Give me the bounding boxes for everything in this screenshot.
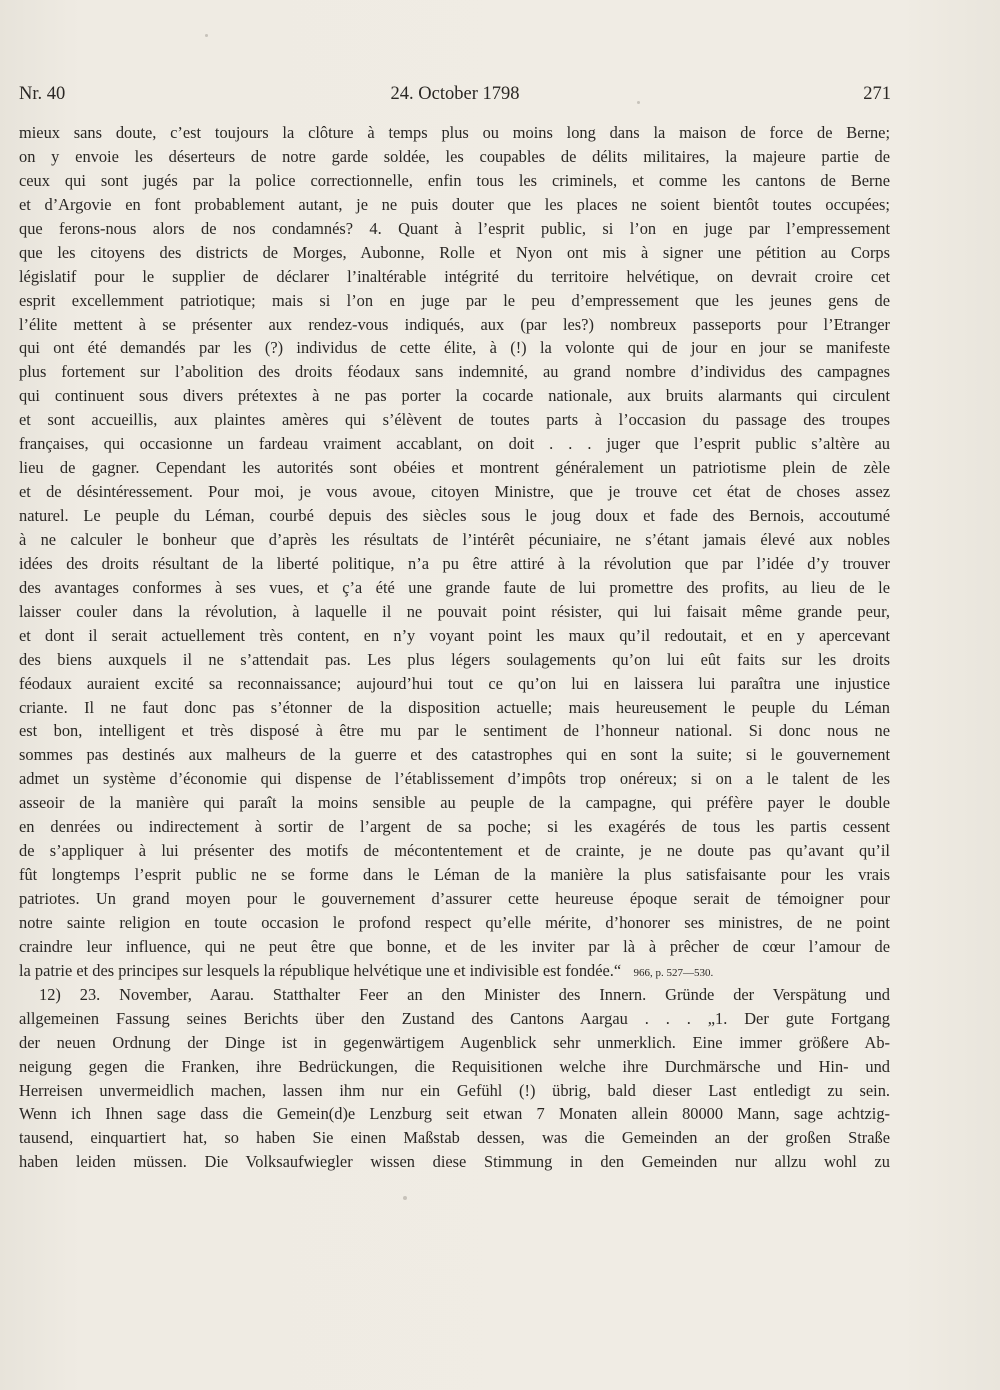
- text-line: Herreisen unvermeidlich machen, lassen ihm nur ein Gefühl (!) übrig, bald dieser Last entledigt zu sein.: [19, 1080, 890, 1100]
- text-line: à ne calculer le bonheur que d’après les résultats de l’intérêt pécuniaire, ne s’étant jamais élevé aux nobles: [19, 529, 890, 549]
- text-line: législatif pour le supplier de déclarer l’inaltérable intégrité du territoire helvétique, on devrait croire cet: [19, 266, 890, 286]
- text-line: et d’Argovie en font probablement autant, je ne puis douter que les places ne soient bientôt toutes occupées;: [19, 194, 890, 214]
- text-line: qui ont été demandés par les (?) individus de cette élite, à (!) la volonte qui de jour en jour se manifeste: [19, 338, 890, 358]
- section-heading-line: 12) 23. November, Aarau. Statthalter Feer an den Minister des Innern. Gründe der Verspätung und: [39, 984, 890, 1004]
- paper-speck: [205, 34, 208, 37]
- paragraph-french-report: [19, 121, 890, 983]
- text-line: que ferons-nous alors de nos condamnés? 4. Quant à l’esprit public, si l’on en juge par l’empressement: [19, 218, 890, 238]
- text-line: craindre leur influence, qui ne peut être que bonne, et de les inviter par là à prêcher de cœur l’amour de: [19, 936, 890, 956]
- text-line: criante. Il ne faut donc pas s’étonner de la disposition actuelle; mais heureusement le peuple du Léman: [19, 697, 890, 717]
- source-reference: 966, p. 527—530.: [633, 966, 714, 979]
- text-line: asseoir de la manière qui paraît la moins sensible au peuple de la campagne, qui préfère payer le double: [19, 793, 890, 813]
- text-line: neigung gegen die Franken, ihre Bedrückungen, die Requisitionen welche ihre Durchmärsche und Hin- und: [19, 1056, 890, 1076]
- text-line: et sont accueillis, aux plaintes amères qui s’élèvent de toutes parts à l’occasion du passage des troupes: [19, 410, 890, 430]
- running-header: [19, 84, 891, 114]
- text-line: haben leiden müssen. Die Volksaufwiegler wissen diese Stimmung in den Gemeinden nur allzu wohl zu: [19, 1152, 890, 1172]
- text-line: lieu de gagner. Cependant les autorités sont obéies et montrent généralement un patriotisme plein de zèle: [19, 458, 890, 478]
- text-line: françaises, qui occasionne un fardeau vraiment accablant, on doit . . . juger que l’esprit public s’altère au: [19, 434, 890, 454]
- text-line: féodaux auraient excité sa reconnaissance; aujourd’hui tout ce qu’on lui en laissera lui paraîtra une injustice: [19, 673, 890, 693]
- header-date: 24. October 1798: [390, 84, 520, 104]
- text-line: idées des droits résultant de la liberté politique, n’a pu être attiré à la révolution que par l’idée d’y trouver: [19, 553, 890, 573]
- text-line: plus fortement sur l’abolition des droits féodaux sans indemnité, au grand nombre d’individus des campagnes: [19, 362, 890, 382]
- text-line: est bon, intelligent et très disposé à être mu par le sentiment de l’honneur national. Si donc nous ne: [19, 721, 890, 741]
- text-line: Wenn ich Ihnen sage dass die Gemein(d)e Lenzburg seit etwan 7 Monaten allein 80000 Mann, sage achtzig-: [19, 1104, 890, 1124]
- text-line: de s’appliquer à lui présenter des motifs de mécontentement et de crainte, je ne doute pas qu’avant qu’il: [19, 841, 890, 861]
- document-number: Nr. 40: [19, 84, 66, 104]
- text-line: admet un système d’économie qui dispense de l’établissement d’impôts trop onéreux; si on a le talent de les: [19, 769, 890, 789]
- text-line: ceux qui sont jugés par la police correctionnelle, enfin tous les criminels, et comme les cantons de Berne: [19, 170, 890, 190]
- text-line: des avantages conformes à ses vues, et ç’a été une grande faute de lui promettre des profits, au lieu de le: [19, 577, 890, 597]
- text-line: laisser couler dans la révolution, à laquelle il ne pouvait point résister, qui lui faisait même grande peur,: [19, 601, 890, 621]
- page-body: [19, 121, 890, 1174]
- text-line: tausend, einquartiert hat, so haben Sie einen Maßstab dessen, was die Gemeinden an der großen Straße: [19, 1128, 890, 1148]
- text-line: naturel. Le peuple du Léman, courbé depuis des siècles sous le joug doux et fade des Bernois, accoutumé: [19, 506, 890, 525]
- text-line: esprit excellemment patriotique; mais si l’on en juge par le peu d’empressement que les jeunes gens de: [19, 290, 890, 310]
- text-line: en denrées ou indirectement à sortir de l’argent de sa poche; si les exagérés de tous les partis cessent: [19, 817, 890, 837]
- text-line: et dont il serait actuellement très content, en n’y voyant point les maux qu’il redoutait, et en y apercevant: [19, 625, 890, 645]
- closing-text: la patrie et des principes sur lesquels la république helvétique une et indivisible est fondée.“: [19, 960, 622, 980]
- paper-speck: [637, 101, 640, 104]
- paper-speck: [403, 1196, 407, 1200]
- text-line: sommes pas destinés aux malheurs de la guerre et des catastrophes qui en sont la suite; si le gouvernement: [19, 745, 890, 765]
- text-line: et de désintéressement. Pour moi, je vous avoue, citoyen Ministre, que je trouve cet état de choses assez: [19, 482, 890, 502]
- text-line: allgemeinen Fassung seines Berichts über den Zustand des Cantons Aargau . . . „1. Der gute Fortgang: [19, 1008, 890, 1028]
- text-line: on y envoie les déserteurs de notre garde soldée, les coupables de délits militaires, la majeure partie de: [19, 146, 890, 166]
- text-line: qui continuent sous divers prétextes à ne pas porter la cocarde nationale, aux bruits alarmants qui circulent: [19, 386, 890, 406]
- text-line: des biens auxquels il ne s’attendait pas. Les plus légers soulagements qu’on lui eût faits sur les droits: [19, 649, 890, 669]
- text-line: l’élite mettent à se présenter aux rendez-vous indiqués, aux (par les?) nombreux passeports pour l’Etranger: [19, 314, 890, 334]
- text-line: der neuen Ordnung der Dinge ist in gegenwärtigem Augenblick sehr unmerklich. Eine immer größere Ab-: [19, 1032, 890, 1052]
- text-line: patriotes. Un grand moyen pour le gouvernement d’assurer cette heureuse époque serait de témoigner pour: [19, 889, 890, 908]
- section-12: [19, 983, 890, 1175]
- text-line: fût longtemps l’esprit public ne se forme dans le Léman de la manière la plus satisfaisante pour les vrais: [19, 865, 890, 885]
- text-line: que les citoyens des districts de Morges, Aubonne, Rolle et Nyon ont mis à signer une pétition au Corps: [19, 242, 890, 262]
- closing-line: [19, 959, 890, 983]
- text-line: notre sainte religion en toute occasion le profond respect qu’elle mérite, d’honorer ses ministres, de ne point: [19, 912, 890, 932]
- page-number: 271: [863, 84, 891, 104]
- text-line: mieux sans doute, c’est toujours la clôture à temps plus ou moins long dans la maison de force de Berne;: [19, 123, 890, 142]
